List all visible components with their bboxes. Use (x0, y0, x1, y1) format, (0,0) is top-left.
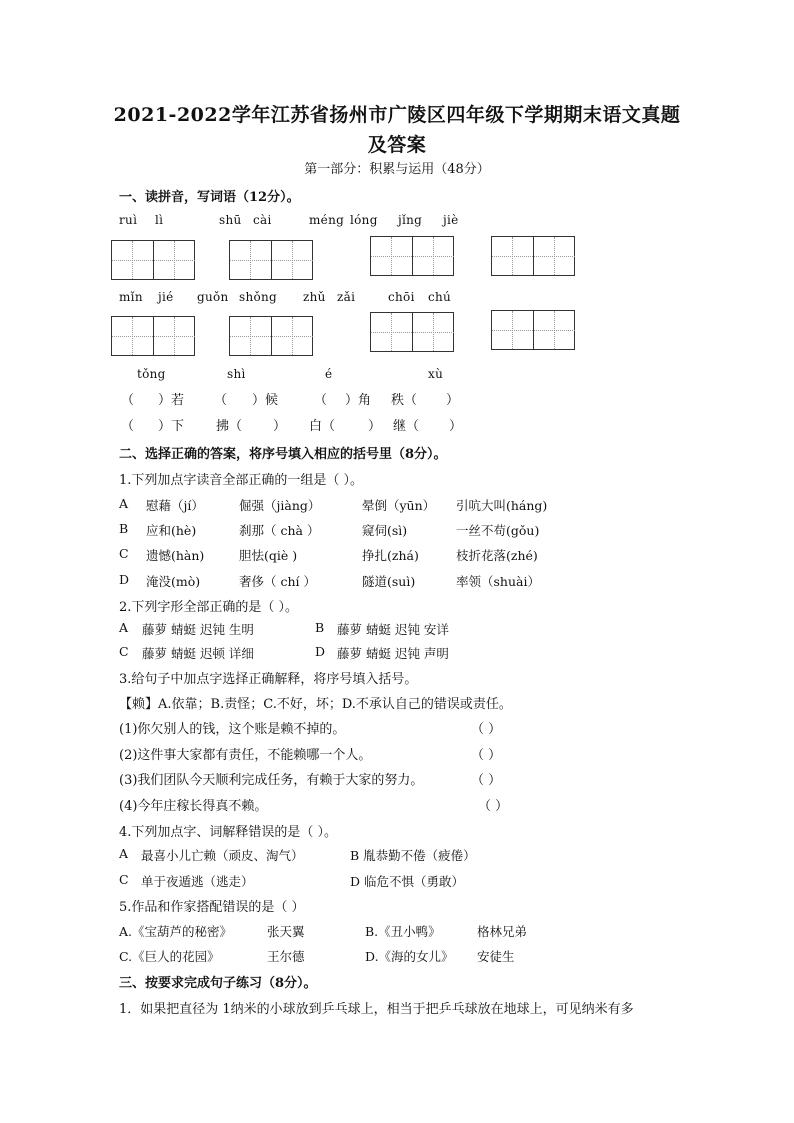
work-title: A.《宝葫芦的秘密》 (119, 924, 233, 939)
option-text: D 临危不惧（勇敢） (350, 874, 464, 889)
pinyin: chōi (388, 290, 415, 304)
part-heading: 第一部分：积累与运用（48分） (304, 162, 490, 177)
writing-box[interactable] (491, 236, 575, 276)
page-title-line2: 及答案 (367, 134, 427, 156)
author: 安徒生 (477, 949, 515, 964)
option-letter: A (119, 620, 129, 635)
pinyin: zhǔ (303, 290, 326, 304)
option-text: 刹那（ chà ） (239, 523, 320, 538)
pinyin: tǒng (137, 367, 166, 381)
fill-text: 秩（ (391, 393, 418, 408)
answer-paren[interactable]: （ ） (478, 799, 509, 814)
sub-question: (4)今年庄稼长得真不赖。 (119, 799, 268, 814)
option-letter: C (119, 872, 129, 887)
question-5: 5.作品和作家搭配错误的是（ ） (119, 900, 305, 915)
writing-box[interactable] (370, 236, 454, 276)
author: 王尔德 (267, 949, 305, 964)
option-text: 胆怯(qiè ) (239, 548, 298, 563)
fill-text: 继（ (393, 419, 420, 434)
section1-heading: 一、读拼音，写词语（12分）。 (119, 190, 300, 205)
sub-question: (1)你欠别人的钱，这个账是赖不掉的。 (119, 722, 346, 737)
option-text: 藤萝 蜻蜓 迟钝 声明 (337, 646, 449, 661)
option-letter: D (119, 572, 130, 587)
section2-heading: 二、选择正确的答案，将序号填入相应的括号里（8分）。 (119, 447, 447, 462)
pinyin: méng (309, 213, 345, 227)
fill-text: ） (273, 419, 287, 434)
writing-box[interactable] (111, 240, 195, 280)
pinyin: shì (227, 367, 246, 381)
pinyin: chú (428, 290, 452, 304)
work-title: C.《巨人的花园》 (119, 949, 220, 964)
sub-question: (3)我们团队今天顺利完成任务，有赖于大家的努力。 (119, 773, 424, 788)
question-3: 3.给句子中加点字选择正确解释，将序号填入括号。 (119, 672, 418, 687)
writing-box[interactable] (370, 312, 454, 352)
question-2: 2.下列字形全部正确的是（ ）。 (119, 600, 299, 615)
fill-text: （ (121, 393, 135, 408)
option-letter: A (119, 846, 129, 861)
option-letter: D (315, 644, 326, 659)
writing-box[interactable] (491, 310, 575, 350)
pinyin: shū (219, 213, 242, 227)
author: 格林兄弟 (477, 924, 528, 939)
option-text: 藤萝 蜻蜓 迟顿 详细 (142, 646, 254, 661)
pinyin: shǒng (239, 290, 278, 304)
work-title: B.《丑小鸭》 (365, 924, 441, 939)
sub-question: (2)这件事大家都有责任，不能赖哪一个人。 (119, 748, 372, 763)
option-letter: C (119, 546, 129, 561)
fill-text: ）候 (252, 393, 279, 408)
question-1: 1.下列加点字读音全部正确的一组是（ ）。 (119, 473, 364, 488)
pinyin: jiè (443, 213, 459, 227)
option-text: 一丝不苟(gǒu) (456, 523, 540, 538)
option-text: 单于夜遁逃（逃走） (141, 874, 254, 889)
page-title: 2021-2022学年江苏省扬州市广陵区四年级下学期期末语文真题 (113, 104, 681, 126)
fill-text: ）角 (345, 393, 372, 408)
fill-text: ） (446, 393, 460, 408)
option-text: 引吭大叫(háng) (456, 498, 548, 513)
pinyin: é (325, 367, 333, 381)
question-3-1: 1．如果把直径为 1纳米的小球放到乒乓球上，相当于把乒乓球放在地球上，可见纳米有多 (119, 1002, 634, 1017)
pinyin: jié (158, 290, 174, 304)
writing-box[interactable] (229, 316, 313, 356)
pinyin: mǐn (119, 290, 143, 304)
option-text: 奢侈（ chí ） (239, 574, 316, 589)
option-text: 挣扎(zhá) (362, 548, 419, 563)
option-text: 隧道(suì) (362, 574, 416, 589)
option-text: 藤萝 蜻蜓 迟钝 生明 (142, 622, 254, 637)
option-text: 慰藉（jí） (146, 498, 204, 513)
pinyin: lóng (350, 213, 378, 227)
pinyin: xù (428, 367, 444, 381)
author: 张天翼 (267, 924, 305, 939)
answer-paren[interactable]: （ ） (471, 748, 502, 763)
option-text: 枝折花落(zhé) (456, 548, 538, 563)
option-letter: C (119, 644, 129, 659)
writing-box[interactable] (229, 240, 313, 280)
pinyin: jǐng (398, 213, 423, 227)
fill-text: 拂（ (216, 419, 243, 434)
pinyin: cài (253, 213, 272, 227)
fill-text: ）若 (158, 393, 185, 408)
option-text: 应和(hè) (146, 523, 197, 538)
option-letter: A (119, 496, 129, 511)
option-letter: B (315, 620, 325, 635)
pinyin: ruì (119, 213, 138, 227)
option-text: 最喜小儿亡赖（顽皮、淘气） (141, 848, 304, 863)
option-text: 窥伺(sì) (362, 523, 408, 538)
fill-text: （ (121, 419, 135, 434)
section3-heading: 三、按要求完成句子练习（8分）。 (119, 976, 317, 991)
option-text: 遗憾(hàn) (146, 548, 205, 563)
fill-text: ） (449, 419, 463, 434)
option-text: 晕倒（yūn） (362, 498, 436, 513)
fill-text: （ (214, 393, 228, 408)
answer-paren[interactable]: （ ） (471, 773, 502, 788)
option-text: 藤萝 蜻蜓 迟钝 安详 (337, 622, 449, 637)
option-text: B 胤恭勤不倦（疲倦） (350, 848, 476, 863)
option-text: 率领（shuài） (456, 574, 540, 589)
writing-box[interactable] (111, 316, 195, 356)
option-text: 倔强（jiàng） (239, 498, 321, 513)
pinyin: zǎi (337, 290, 356, 304)
option-letter: B (119, 521, 129, 536)
fill-text: 白（ (309, 419, 336, 434)
pinyin: guǒn (197, 290, 229, 304)
option-text: 淹没(mò) (146, 574, 201, 589)
pinyin: lì (155, 213, 164, 227)
answer-paren[interactable]: （ ） (471, 722, 502, 737)
fill-text: （ (314, 393, 328, 408)
definition: 【赖】A.依靠；B.责怪；C.不好，坏；D.不承认自己的错误或责任。 (119, 697, 512, 712)
fill-text: ）下 (158, 419, 185, 434)
fill-text: ） (368, 419, 382, 434)
work-title: D.《海的女儿》 (365, 949, 454, 964)
question-4: 4.下列加点字、词解释错误的是（ ）。 (119, 825, 338, 840)
